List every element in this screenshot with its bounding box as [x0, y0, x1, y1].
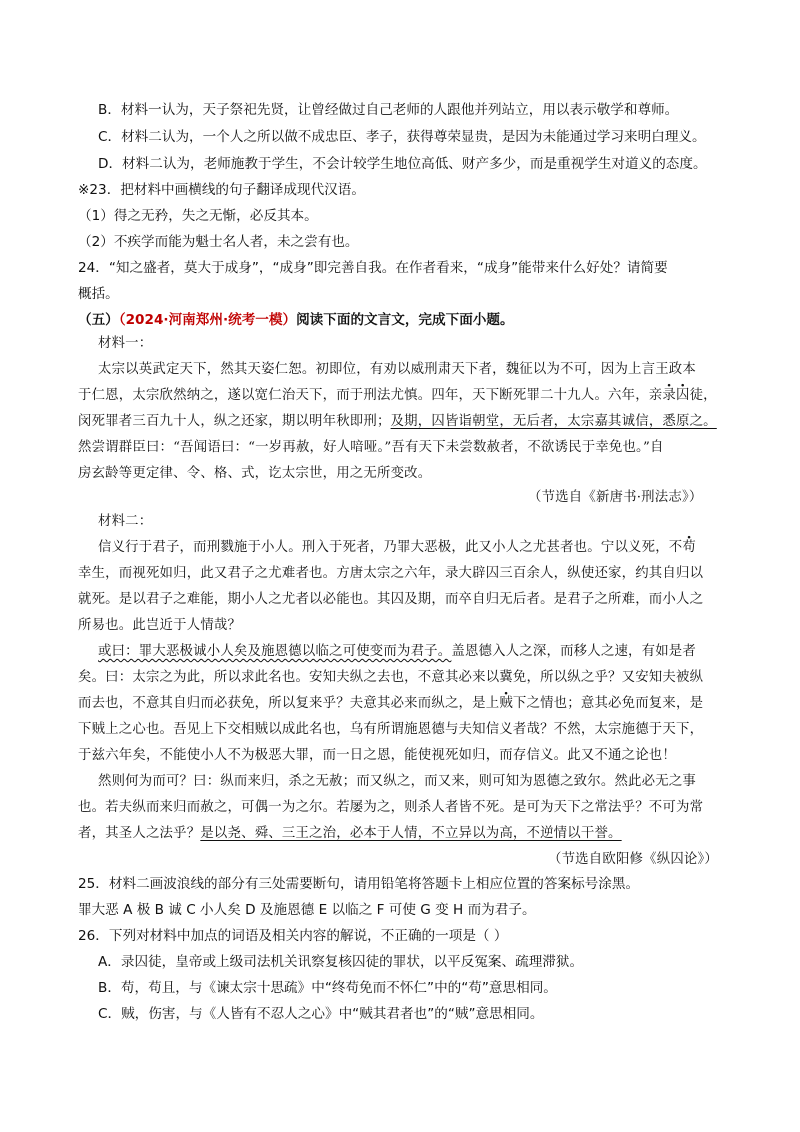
question-26-option-c: C．贼，伤害，与《人皆有不忍人之心》中“贼其君者也”的“贼”意思相同。: [98, 1006, 544, 1022]
material2-line: 幸生，而视死如归，此又君子之尤难者也。方唐太宗之六年，录大辟囚三百余人，纵使还家，约其自归以: [78, 566, 704, 581]
question-23-1: （1）得之无矜，失之无惭，必反其本。: [78, 208, 318, 224]
option-b: B．材料一认为，天子祭祀先贤，让曾经做过自己老师的人跟他并列站立，用以表示敬学和尊师。: [98, 102, 679, 118]
question-26-option-b: B．苟，苟且，与《谏太宗十思疏》中“终苟免而不怀仁”中的“苟”意思相同。: [98, 980, 557, 996]
material1-line: 房玄龄等更定律、令、格、式，讫太宗世，用之无所变改。: [78, 466, 432, 481]
dotted-word: 苟: [682, 540, 696, 555]
option-c: C．材料二认为，一个人之所以做不成忠臣、孝子，获得尊荣显贵，是因为未能通过学习来明白理义。: [98, 129, 706, 145]
material2-line: 也。若夫纵而来归而赦之，可偶一为之尔。若屡为之，则杀人者皆不死。是可为天下之常法乎？不可为常: [78, 800, 704, 815]
dotted-word: 贼: [499, 696, 513, 711]
material2-line: 而去也，不意其自归而必获免，所以复来乎？夫意其必来而纵之，是上贼下之情也；意其必免而复来，是: [78, 696, 704, 711]
material2-label: 材料二：: [98, 514, 153, 529]
material1-line: 于仁恩，太宗欣然纳之，遂以宽仁治天下，而于刑法尤慎。四年，天下断死罪二十九人。六年，亲录囚徒，: [78, 388, 717, 403]
underlined-sentence: 及期，囚皆诣朝堂，无后者，太宗嘉其诚信，悉原之。: [390, 414, 717, 429]
material2-line: 然则何为而可？曰：纵而来归，杀之无赦；而又纵之，而又来，则可知为恩德之致尔。然此必无之事: [98, 774, 696, 789]
section-instruction: 阅读下面的文言文，完成下面小题。: [296, 312, 514, 328]
question-23: ※23．把材料中画横线的句子翻译成现代汉语。: [78, 182, 365, 198]
material2-line: 所易也。此岂近于人情哉？: [78, 618, 242, 633]
question-25: 25．材料二画波浪线的部分有三处需要断句，请用铅笔将答题卡上相应位置的答案标号涂黑。: [78, 876, 640, 892]
material1-line: 然尝谓群臣曰：“吾闻语曰：“一岁再赦，好人喑哑。”吾有天下未尝数赦者，不欲诱民于幸免也。”自: [78, 440, 664, 455]
section-heading: [78, 311, 514, 329]
option-d: D．材料二认为，老师施教于学生，不会计较学生地位高低、财产多少，而是重视学生对道义的态度。: [98, 156, 707, 172]
wavy-underlined-sentence: 或曰：罪大恶极诚小人矣及施恩德以临之可使变而为君子。: [98, 644, 452, 659]
section-source: （2024·河南郑州·统考一模）: [118, 312, 297, 328]
material2-line: 于兹六年矣，不能使小人不为极恶大罪，而一日之恩，能使视死如归，而存信义。此又不通之论也！: [78, 748, 676, 763]
material2-line: 者，其圣人之法乎？是以尧、舜、三王之治，必本于人情，不立异以为高，不逆情以干誉。: [78, 826, 622, 841]
material2-citation: （节选自欧阳修《纵囚论》）: [548, 852, 718, 867]
material2-line: 就死。是以君子之难能，期小人之尤者以必能也。其囚及期，而卒自归无后者。是君子之所难，而小人之: [78, 592, 704, 607]
section-number: （五）: [78, 312, 119, 328]
question-24-line1: 24．“知之盛者，莫大于成身”，“成身”即完善自我。在作者看来，“成身”能带来什么好处？请简要: [78, 260, 668, 276]
dotted-word: 录: [662, 388, 676, 403]
material1-citation: （节选自《新唐书·刑法志》）: [528, 490, 703, 505]
question-25-options: 罪大恶 A 极 B 诚 C 小人矣 D 及施恩德 E 以临之 F 可使 G 变 H 而为君子。: [78, 902, 536, 918]
material1-line: 闵死罪者三百九十人，纵之还家，期以明年秋即刑；及期，囚皆诣朝堂，无后者，太宗嘉其诚信，悉原之。: [78, 414, 717, 429]
dotted-word: 囚: [676, 388, 690, 403]
material2-line: 或曰：罪大恶极诚小人矣及施恩德以临之可使变而为君子。盖恩德入人之深，而移人之速，有如是者: [98, 644, 696, 659]
material1-label: 材料一：: [98, 336, 153, 351]
question-23-2: （2）不疾学而能为魁士名人者，未之尝有也。: [78, 234, 359, 250]
material2-line: 下贼上之心也。吾见上下交相贼以成此名也，乌有所谓施恩德与夫知信义者哉？不然，太宗施德于天下，: [78, 722, 704, 737]
material1-line: 太宗以英武定天下，然其天姿仁恕。初即位，有劝以威刑肃天下者，魏征以为不可，因为上言王政本: [98, 362, 696, 377]
question-24-line2: 概括。: [78, 286, 119, 302]
question-26-option-a: A．录囚徒，皇帝或上级司法机关讯察复核囚徒的罪状，以平反冤案、疏理滞狱。: [98, 954, 584, 970]
material2-line: 矣。曰：太宗之为此，所以求此名也。安知夫纵之去也，不意其必来以冀免，所以纵之乎？又安知夫被纵: [78, 670, 704, 685]
question-26: 26．下列对材料中加点的词语及相关内容的解说，不正确的一项是（ ）: [78, 928, 508, 944]
underlined-sentence: 是以尧、舜、三王之治，必本于人情，不立异以为高，不逆情以干誉。: [200, 826, 622, 841]
material2-line: 信义行于君子，而刑戮施于小人。刑入于死者，乃罪大恶极，此又小人之尤甚者也。宁以义死，不苟: [98, 540, 696, 555]
